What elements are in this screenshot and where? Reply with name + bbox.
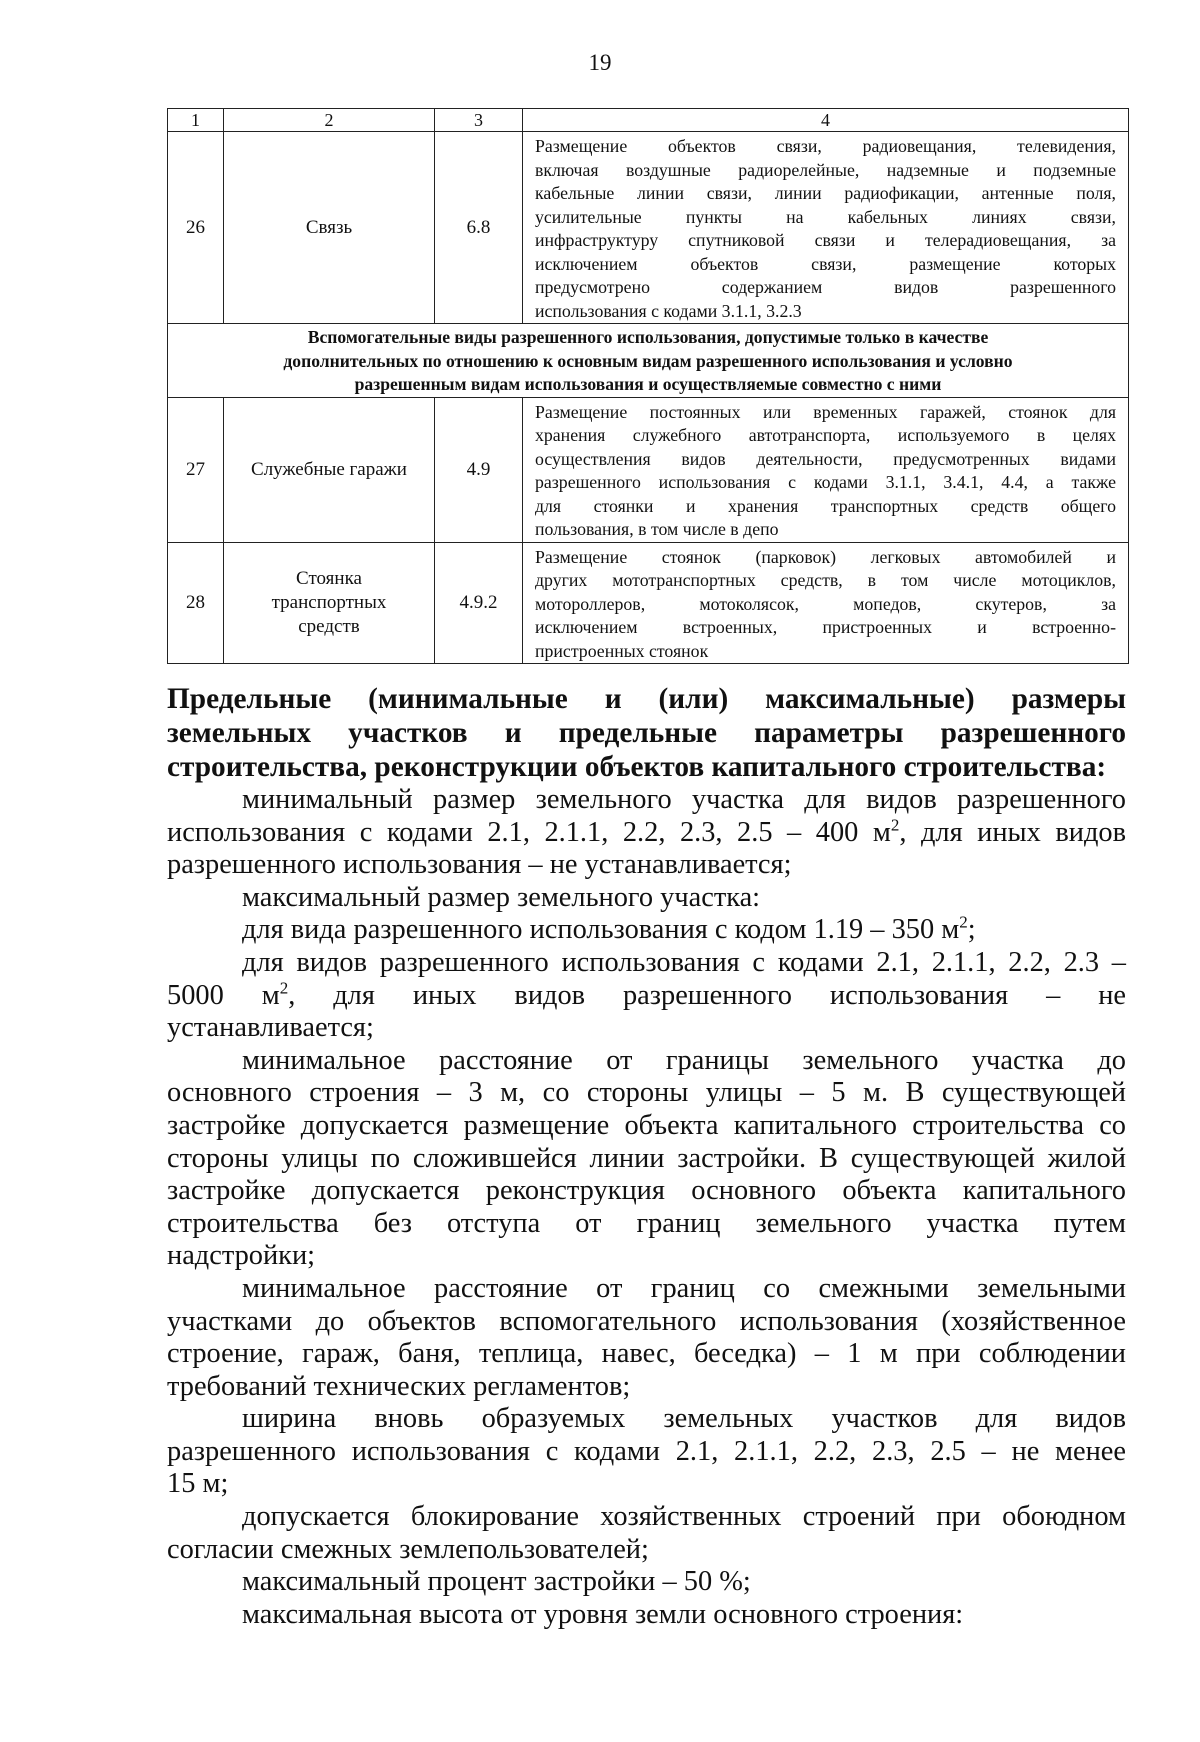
text-line: для вида разрешенного использования с кодом 1.19 – 350 $м^2$; (242, 912, 976, 946)
text-line: устанавливается; (167, 1012, 374, 1044)
section-heading-row (168, 324, 1129, 398)
table-row (168, 542, 1129, 664)
section-title: Предельные (минимальные и (или) максимальные) размеры земельных участков и предельные параметры разрешенного строительства, реконструкции объектов капитального строительства: (167, 683, 1126, 783)
text-line: максимальный процент застройки – 50 %; (242, 1566, 751, 1598)
text-line: строительства без отступа от границ земельного участка путем (167, 1207, 1126, 1239)
use-type-description: Размещение стоянок (парковок) легковых автомобилей и других мототранспортных средств, в том числе мотоциклов, мотороллеров, мотоколясок, мопедов, скутеров, за исключением встроенных, пристроенных и встроенно- пристроенных стоянок (523, 542, 1129, 664)
table-row (168, 397, 1129, 542)
use-type-name: Связь (224, 132, 435, 324)
column-header: 1 (168, 109, 224, 132)
text-line: 5000 $м^2$, для иных видов разрешенного использования – не (167, 978, 1126, 1011)
use-type-code: 4.9.2 (435, 542, 523, 664)
use-type-code: 6.8 (435, 132, 523, 324)
table-header-row (168, 109, 1129, 132)
row-number: 27 (168, 397, 224, 542)
text-line: основного строения – 3 м, со стороны улицы – 5 м. В существующей (167, 1077, 1126, 1109)
table-row (168, 132, 1129, 324)
row-number: 26 (168, 132, 224, 324)
land-use-table (167, 108, 1129, 664)
use-type-name: Стоянка транспортных средств (224, 542, 435, 664)
text-line: ширина вновь образуемых земельных участков для видов (242, 1403, 1126, 1435)
text-line: участками до объектов вспомогательного использования (хозяйственное (167, 1305, 1126, 1337)
text-line: для видов разрешенного использования с кодами 2.1, 2.1.1, 2.2, 2.3 – (242, 946, 1126, 978)
text-line: застройке допускается реконструкция основного объекта капитального (167, 1175, 1126, 1207)
column-header: 2 (224, 109, 435, 132)
section-heading: Вспомогательные виды разрешенного использования, допустимые только в качестве дополнительных по отношению к основным видам разрешенного использования и условно разрешенным видам использования и осуществляемые совместно с ними (168, 324, 1129, 398)
text-line: 15 м; (167, 1468, 229, 1500)
text-line: разрешенного использования с кодами 2.1, 2.1.1, 2.2, 2.3, 2.5 – не менее (167, 1435, 1126, 1467)
requirements-text (167, 784, 1126, 1631)
use-type-name: Служебные гаражи (224, 397, 435, 542)
text-line: минимальное расстояние от границы земельного участка до (242, 1044, 1126, 1076)
text-line: минимальный размер земельного участка для видов разрешенного (242, 784, 1126, 815)
text-line: максимальный размер земельного участка: (242, 881, 761, 913)
text-line: согласии смежных землепользователей; (167, 1533, 649, 1565)
text-line: использования с кодами 2.1, 2.1.1, 2.2, 2.3, 2.5 – 400 $м^2$, для иных видов (167, 815, 1126, 848)
column-header: 3 (435, 109, 523, 132)
text-line: разрешенного использования – не устанавливается; (167, 849, 792, 881)
use-type-description: Размещение постоянных или временных гаражей, стоянок для хранения служебного автотранспорта, используемого в целях осуществления видов деятельности, предусмотренных видами разрешенного использования с кодами 3.1.1, 3.4.1, 4.4, а также для стоянки и хранения транспортных средств общего пользования, в том числе в депо (523, 397, 1129, 542)
body-text (167, 682, 1126, 1631)
text-line: требований технических регламентов; (167, 1370, 631, 1402)
use-type-description: Размещение объектов связи, радиовещания, телевидения, включая воздушные радиорелейные, надземные и подземные кабельные линии связи, линии радиофикации, антенные поля, усилительные пункты на кабельных линиях связи, инфраструктуру спутниковой связи и телерадиовещания, за исключением объектов связи, размещение которых предусмотрено содержанием видов разрешенного использования с кодами 3.1.1, 3.2.3 (523, 132, 1129, 324)
text-line: строение, гараж, баня, теплица, навес, беседка) – 1 м при соблюдении (167, 1338, 1126, 1370)
column-header: 4 (523, 109, 1129, 132)
text-line: стороны улицы по сложившейся линии застройки. В существующей жилой (167, 1142, 1126, 1174)
text-line: минимальное расстояние от границ со смежными земельными (242, 1272, 1126, 1304)
text-line: застройке допускается размещение объекта капитального строительства со (167, 1109, 1126, 1141)
text-line: допускается блокирование хозяйственных строений при обоюдном (242, 1501, 1126, 1533)
row-number: 28 (168, 542, 224, 664)
text-line: надстройки; (167, 1240, 316, 1272)
text-line: максимальная высота от уровня земли основного строения: (242, 1598, 964, 1630)
page-number: 19 (588, 50, 612, 75)
use-type-code: 4.9 (435, 397, 523, 542)
